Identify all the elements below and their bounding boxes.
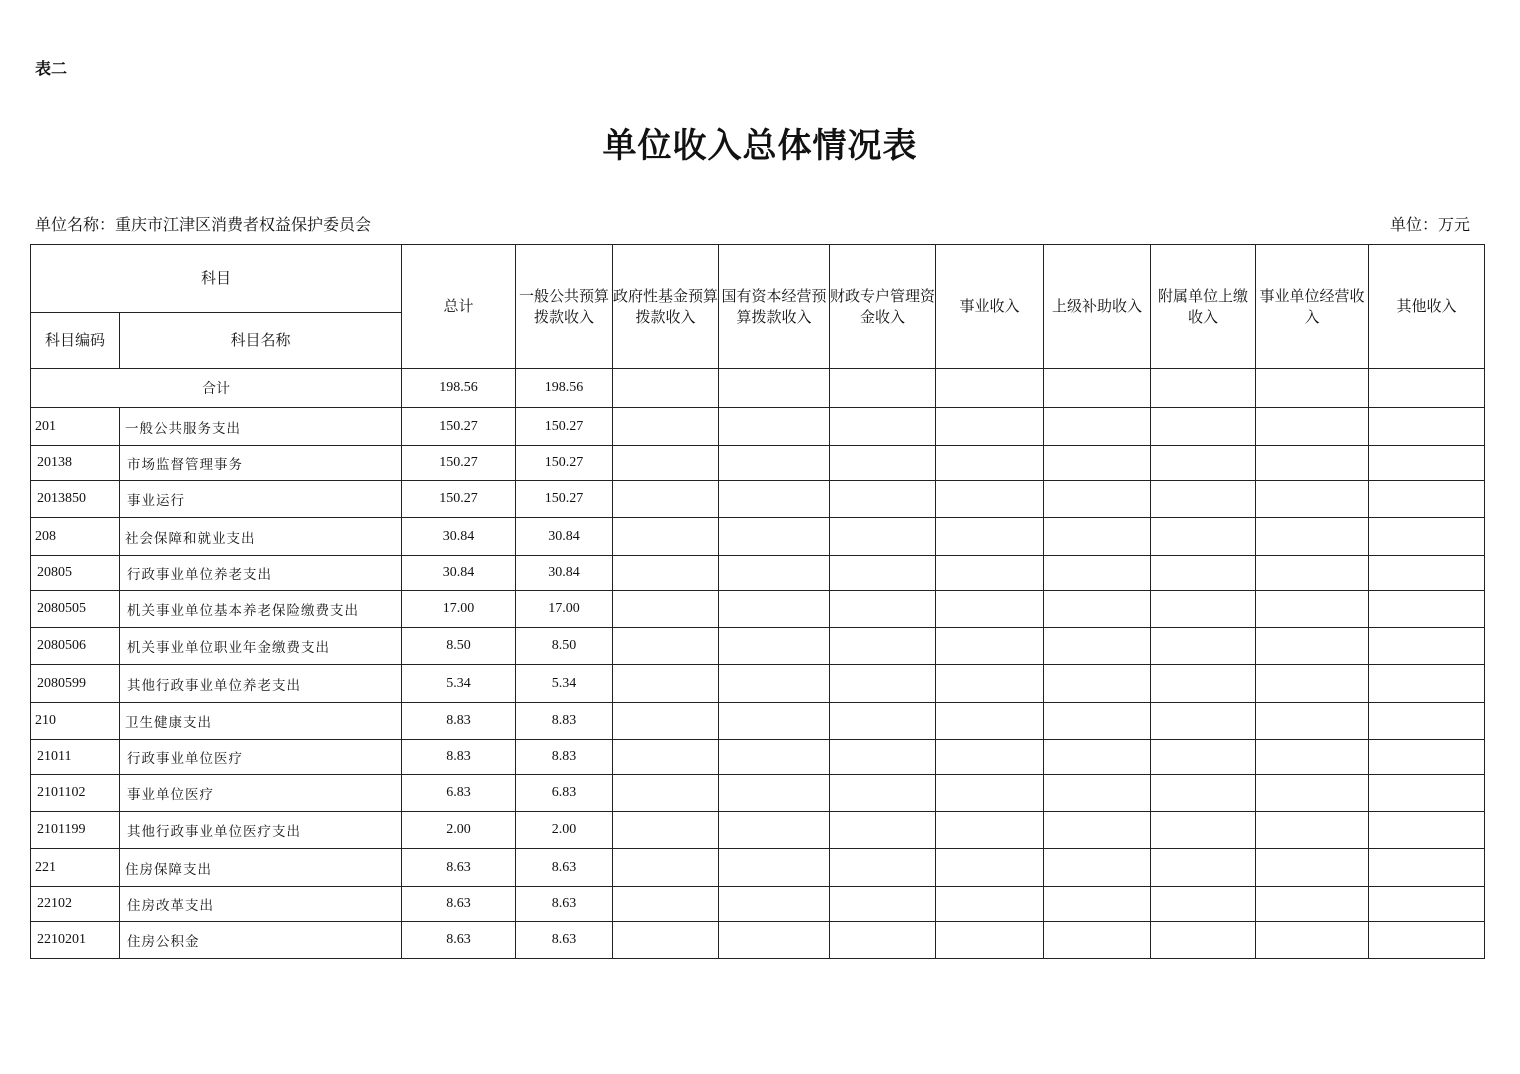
- empty-cell: [936, 628, 1044, 665]
- empty-cell: [936, 849, 1044, 887]
- empty-cell: [830, 703, 936, 740]
- empty-cell: [613, 665, 719, 703]
- empty-cell: [830, 849, 936, 887]
- table-row: [31, 812, 1485, 849]
- empty-cell: [1369, 408, 1485, 446]
- table-row: [31, 408, 1485, 446]
- fiscal-special-header: 财政专户管理资金收入: [830, 245, 936, 369]
- empty-cell: [1369, 775, 1485, 812]
- business-income-header: 事业收入: [936, 245, 1044, 369]
- empty-cell: [936, 369, 1044, 408]
- subject-header: 科目: [31, 245, 402, 313]
- empty-cell: [1369, 591, 1485, 628]
- other-income-header: 其他收入: [1369, 245, 1485, 369]
- empty-cell: [1151, 665, 1256, 703]
- empty-cell: [830, 591, 936, 628]
- empty-cell: [613, 849, 719, 887]
- empty-cell: [1256, 556, 1369, 591]
- row-total: 8.63: [402, 849, 516, 887]
- empty-cell: [719, 591, 830, 628]
- empty-cell: [1256, 775, 1369, 812]
- empty-cell: [1256, 591, 1369, 628]
- empty-cell: [1151, 408, 1256, 446]
- empty-cell: [1369, 922, 1485, 959]
- empty-cell: [1256, 922, 1369, 959]
- subject-name: 机关事业单位职业年金缴费支出: [120, 628, 402, 665]
- subject-name: 住房保障支出: [120, 849, 402, 887]
- table-row: [31, 922, 1485, 959]
- row-general-budget: 17.00: [516, 591, 613, 628]
- empty-cell: [830, 446, 936, 481]
- empty-cell: [1151, 518, 1256, 556]
- row-general-budget: 30.84: [516, 518, 613, 556]
- empty-cell: [1151, 369, 1256, 408]
- subject-code: 2080599: [31, 665, 120, 703]
- row-total: 8.63: [402, 922, 516, 959]
- empty-cell: [613, 628, 719, 665]
- empty-cell: [1369, 628, 1485, 665]
- empty-cell: [1256, 408, 1369, 446]
- empty-cell: [1256, 628, 1369, 665]
- row-total: 30.84: [402, 556, 516, 591]
- empty-cell: [936, 775, 1044, 812]
- subject-code: 2080505: [31, 591, 120, 628]
- row-general-budget: 150.27: [516, 481, 613, 518]
- table-row: [31, 556, 1485, 591]
- empty-cell: [1044, 369, 1151, 408]
- empty-cell: [1151, 887, 1256, 922]
- total-value: 198.56: [402, 369, 516, 408]
- total-label: 合计: [31, 369, 402, 408]
- subject-code: 210: [31, 703, 120, 740]
- empty-cell: [1151, 703, 1256, 740]
- table-row: [31, 481, 1485, 518]
- empty-cell: [1369, 703, 1485, 740]
- row-total: 8.83: [402, 703, 516, 740]
- row-total: 5.34: [402, 665, 516, 703]
- empty-cell: [936, 446, 1044, 481]
- subject-name: 住房公积金: [120, 922, 402, 959]
- empty-cell: [936, 481, 1044, 518]
- row-general-budget: 8.83: [516, 703, 613, 740]
- empty-cell: [1151, 628, 1256, 665]
- table-label: 表二: [35, 59, 68, 78]
- empty-cell: [936, 812, 1044, 849]
- empty-cell: [613, 481, 719, 518]
- empty-cell: [613, 775, 719, 812]
- subject-name: 住房改革支出: [120, 887, 402, 922]
- empty-cell: [719, 775, 830, 812]
- empty-cell: [1256, 481, 1369, 518]
- subject-code: 22102: [31, 887, 120, 922]
- empty-cell: [1369, 849, 1485, 887]
- row-total: 6.83: [402, 775, 516, 812]
- empty-cell: [1044, 740, 1151, 775]
- empty-cell: [1151, 849, 1256, 887]
- empty-cell: [1044, 591, 1151, 628]
- empty-cell: [936, 591, 1044, 628]
- empty-cell: [719, 628, 830, 665]
- empty-cell: [719, 408, 830, 446]
- subject-name: 一般公共服务支出: [120, 408, 402, 446]
- empty-cell: [830, 775, 936, 812]
- empty-cell: [719, 481, 830, 518]
- affiliated-income-header: 附属单位上缴收入: [1151, 245, 1256, 369]
- empty-cell: [719, 740, 830, 775]
- empty-cell: [830, 887, 936, 922]
- row-general-budget: 8.63: [516, 922, 613, 959]
- empty-cell: [613, 446, 719, 481]
- empty-cell: [719, 922, 830, 959]
- empty-cell: [1256, 665, 1369, 703]
- table-row: [31, 628, 1485, 665]
- empty-cell: [1256, 812, 1369, 849]
- empty-cell: [1369, 665, 1485, 703]
- empty-cell: [830, 518, 936, 556]
- table-row: [31, 849, 1485, 887]
- total-header: 总计: [402, 245, 516, 369]
- empty-cell: [1256, 849, 1369, 887]
- row-total: 150.27: [402, 481, 516, 518]
- empty-cell: [1369, 481, 1485, 518]
- empty-cell: [1044, 665, 1151, 703]
- empty-cell: [1369, 556, 1485, 591]
- empty-cell: [1151, 775, 1256, 812]
- name-header: 科目名称: [120, 313, 402, 369]
- empty-cell: [1369, 369, 1485, 408]
- empty-cell: [1151, 922, 1256, 959]
- row-total: 150.27: [402, 408, 516, 446]
- subject-name: 其他行政事业单位医疗支出: [120, 812, 402, 849]
- row-total: 30.84: [402, 518, 516, 556]
- empty-cell: [936, 518, 1044, 556]
- subject-name: 事业运行: [120, 481, 402, 518]
- subject-code: 201: [31, 408, 120, 446]
- empty-cell: [1369, 740, 1485, 775]
- subject-code: 208: [31, 518, 120, 556]
- row-total: 8.63: [402, 887, 516, 922]
- row-total: 8.50: [402, 628, 516, 665]
- empty-cell: [1151, 556, 1256, 591]
- subject-name: 机关事业单位基本养老保险缴费支出: [120, 591, 402, 628]
- empty-cell: [1151, 446, 1256, 481]
- empty-cell: [719, 369, 830, 408]
- empty-cell: [1044, 518, 1151, 556]
- empty-cell: [613, 812, 719, 849]
- empty-cell: [1369, 812, 1485, 849]
- subject-name: 社会保障和就业支出: [120, 518, 402, 556]
- empty-cell: [613, 408, 719, 446]
- empty-cell: [1044, 408, 1151, 446]
- row-general-budget: 2.00: [516, 812, 613, 849]
- empty-cell: [936, 556, 1044, 591]
- page-title: 单位收入总体情况表: [602, 126, 918, 166]
- income-table: [30, 244, 1485, 959]
- superior-subsidy-header: 上级补助收入: [1044, 245, 1151, 369]
- empty-cell: [1044, 812, 1151, 849]
- empty-cell: [830, 812, 936, 849]
- row-general-budget: 5.34: [516, 665, 613, 703]
- table-row: [31, 591, 1485, 628]
- empty-cell: [830, 369, 936, 408]
- row-general-budget: 30.84: [516, 556, 613, 591]
- empty-cell: [830, 665, 936, 703]
- subject-code: 2101199: [31, 812, 120, 849]
- empty-cell: [936, 665, 1044, 703]
- empty-cell: [1044, 556, 1151, 591]
- empty-cell: [719, 703, 830, 740]
- empty-cell: [936, 740, 1044, 775]
- empty-cell: [613, 591, 719, 628]
- row-general-budget: 8.50: [516, 628, 613, 665]
- empty-cell: [719, 518, 830, 556]
- subject-name: 行政事业单位医疗: [120, 740, 402, 775]
- empty-cell: [1369, 518, 1485, 556]
- empty-cell: [719, 887, 830, 922]
- empty-cell: [936, 408, 1044, 446]
- empty-cell: [719, 665, 830, 703]
- subject-code: 2080506: [31, 628, 120, 665]
- empty-cell: [1369, 887, 1485, 922]
- subject-name: 事业单位医疗: [120, 775, 402, 812]
- empty-cell: [1256, 446, 1369, 481]
- empty-cell: [613, 556, 719, 591]
- table-row: [31, 446, 1485, 481]
- empty-cell: [1151, 740, 1256, 775]
- table-row: [31, 887, 1485, 922]
- empty-cell: [1256, 518, 1369, 556]
- row-general-budget: 8.83: [516, 740, 613, 775]
- empty-cell: [613, 922, 719, 959]
- subject-code: 2101102: [31, 775, 120, 812]
- general-budget-header: 一般公共预算拨款收入: [516, 245, 613, 369]
- empty-cell: [613, 887, 719, 922]
- empty-cell: [1256, 703, 1369, 740]
- table-row: [31, 775, 1485, 812]
- empty-cell: [830, 922, 936, 959]
- empty-cell: [613, 740, 719, 775]
- table-row: [31, 703, 1485, 740]
- empty-cell: [719, 446, 830, 481]
- row-total: 17.00: [402, 591, 516, 628]
- empty-cell: [1151, 591, 1256, 628]
- empty-cell: [830, 740, 936, 775]
- total-row: [31, 369, 1485, 408]
- table-row: [31, 518, 1485, 556]
- table-row: [31, 740, 1485, 775]
- total-general-budget: 198.56: [516, 369, 613, 408]
- subject-name: 行政事业单位养老支出: [120, 556, 402, 591]
- subject-name: 其他行政事业单位养老支出: [120, 665, 402, 703]
- empty-cell: [1369, 446, 1485, 481]
- empty-cell: [1044, 703, 1151, 740]
- code-header: 科目编码: [31, 313, 120, 369]
- table-row: [31, 665, 1485, 703]
- row-total: 8.83: [402, 740, 516, 775]
- gov-fund-header: 政府性基金预算拨款收入: [613, 245, 719, 369]
- empty-cell: [1044, 628, 1151, 665]
- subject-code: 2013850: [31, 481, 120, 518]
- empty-cell: [1151, 812, 1256, 849]
- empty-cell: [830, 481, 936, 518]
- empty-cell: [719, 812, 830, 849]
- empty-cell: [1044, 481, 1151, 518]
- operating-income-header: 事业单位经营收入: [1256, 245, 1369, 369]
- subject-code: 221: [31, 849, 120, 887]
- empty-cell: [1044, 775, 1151, 812]
- empty-cell: [936, 887, 1044, 922]
- empty-cell: [719, 849, 830, 887]
- empty-cell: [613, 518, 719, 556]
- empty-cell: [1256, 369, 1369, 408]
- row-total: 150.27: [402, 446, 516, 481]
- empty-cell: [936, 703, 1044, 740]
- empty-cell: [830, 628, 936, 665]
- empty-cell: [830, 408, 936, 446]
- empty-cell: [1151, 481, 1256, 518]
- subject-code: 2210201: [31, 922, 120, 959]
- empty-cell: [1044, 849, 1151, 887]
- unit-label: 单位：万元: [1389, 215, 1470, 234]
- org-name: 单位名称：重庆市江津区消费者权益保护委员会: [35, 215, 372, 234]
- subject-code: 21011: [31, 740, 120, 775]
- empty-cell: [613, 703, 719, 740]
- subject-code: 20138: [31, 446, 120, 481]
- empty-cell: [1044, 887, 1151, 922]
- subject-name: 卫生健康支出: [120, 703, 402, 740]
- row-general-budget: 8.63: [516, 887, 613, 922]
- row-general-budget: 8.63: [516, 849, 613, 887]
- empty-cell: [830, 556, 936, 591]
- empty-cell: [936, 922, 1044, 959]
- row-general-budget: 150.27: [516, 408, 613, 446]
- empty-cell: [1044, 922, 1151, 959]
- row-general-budget: 6.83: [516, 775, 613, 812]
- empty-cell: [1256, 887, 1369, 922]
- empty-cell: [1256, 740, 1369, 775]
- empty-cell: [613, 369, 719, 408]
- empty-cell: [1044, 446, 1151, 481]
- subject-name: 市场监督管理事务: [120, 446, 402, 481]
- subject-code: 20805: [31, 556, 120, 591]
- empty-cell: [719, 556, 830, 591]
- state-capital-header: 国有资本经营预算拨款收入: [719, 245, 830, 369]
- row-general-budget: 150.27: [516, 446, 613, 481]
- row-total: 2.00: [402, 812, 516, 849]
